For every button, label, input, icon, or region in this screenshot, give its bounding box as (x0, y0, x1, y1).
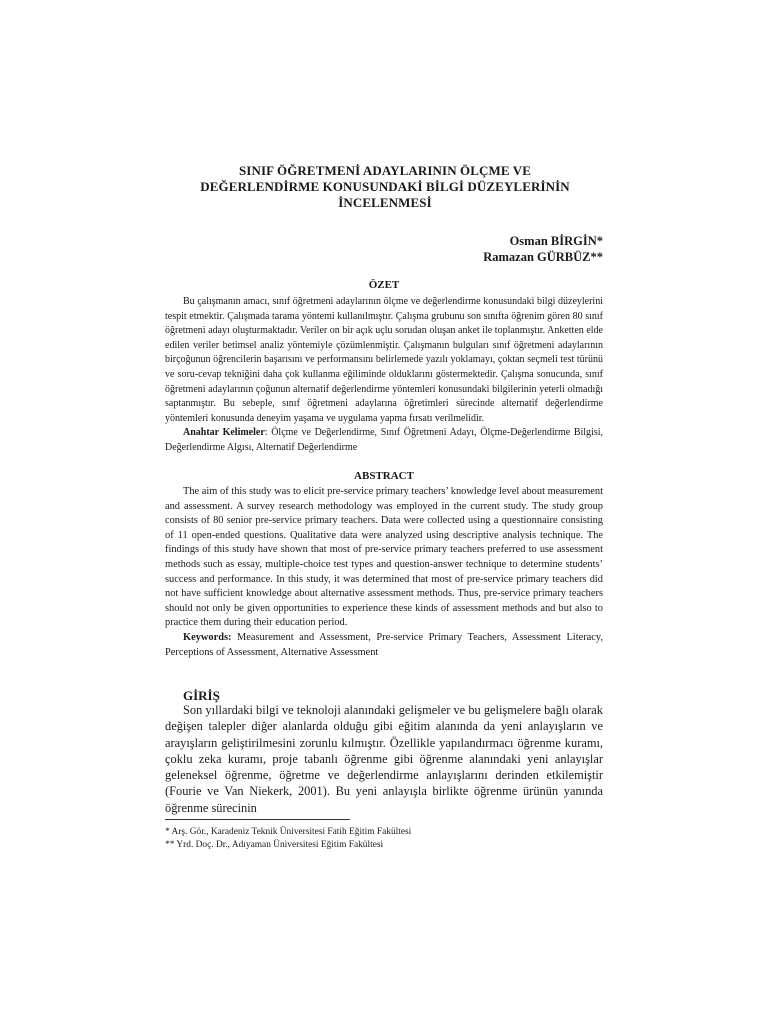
abstract-text: The aim of this study was to elicit pre-service primary teachers’ knowledge level about measurement and assessment. A survey research methodology was employed in the current study. The study group consists of 80 senior pre-service primary teachers. Data were collected using a questionnaire consisting of 11 open-ended questions. Qualitative data were analyzed using descriptive analysis technique. The findings of this study have shown that most of pre-service primary teachers preferred to use assessment methods such as essay, multiple-choice test types and question-answer technique to determine students’ success and performance. In this study, it was determined that most of pre-service primary teachers did not have sufficient knowledge about alternative assessment methods. Thus, pre-service primary teachers should not only be given opportunities to experience these kinds of assessment methods and but also to practice them during their education period. (165, 486, 603, 629)
giris-heading: GİRİŞ (183, 688, 220, 703)
ozet-keywords-list: : Ölçme ve Değerlendirme, Sınıf Öğretmeni Adayı, Ölçme-Değerlendirme Bilgisi, Değerlendirme Algısı, Alternatif Değerlendirme (165, 427, 603, 453)
author-list (483, 233, 603, 265)
footnote-1: * Arş. Gör., Karadeniz Teknik Üniversitesi Fatih Eğitim Fakültesi (165, 827, 412, 837)
giris-paragraph: Son yıllardaki bilgi ve teknoloji alanındaki gelişmeler ve bu gelişmelere bağlı olarak değişen talepler diğer alanlarda olduğu gibi eğitim alanında da yeni anlayışların ve arayışların geliştirilmesini zorunlu kılmıştır. Özellikle yapılandırmacı öğrenme kuramı, çoklu zeka kuramı, proje tabanlı öğrenme gibi öğrenme alanındaki yeni anlayışlar geleneksel öğrenme, öğretme ve değerlendirme anlayışlarını derinden etkilemiştir (Fourie ve Van Niekerk, 2001). Bu yeni anlayışla birlikte öğrenme ürünün yanında öğrenme sürecinin (165, 703, 603, 815)
title-line-1: SINIF ÖĞRETMENİ ADAYLARININ ÖLÇME VE (238, 163, 532, 178)
ozet-keywords-label: Anahtar Kelimeler (183, 427, 265, 439)
ozet-section (165, 295, 603, 456)
ozet-heading: ÖZET (368, 279, 400, 291)
abstract-keywords (165, 631, 603, 660)
footnote-separator (165, 819, 350, 820)
author-2: Ramazan GÜRBÜZ** (483, 250, 603, 264)
ozet-text: Bu çalışmanın amacı, sınıf öğretmeni adaylarının ölçme ve değerlendirme konusundaki bilgi düzeylerini tespit etmektir. Çalışmada tarama yöntemi kullanılmıştır. Çalışma grubunu son sınıfta öğrenim gören 80 sınıf öğretmeni adayı oluşturmaktadır. Veriler on bir açık uçlu sorudan oluşan anket ile toplanmıştır. Anketten elde edilen veriler betimsel analiz yöntemiyle çözümlenmiştir. Çalışmanın bulguları sınıf öğretmeni adaylarının birçoğunun öğrencilerin başarısını ve performansını belirlemede yazılı yoklamayı, çoktan seçmeli test türünü ve soru-cevap tekniğini daha çok kullanma eğiliminde olduklarını göstermektedir. Çalışma sonucunda, sınıf öğretmeni adaylarının çoğunun alternatif değerlendirme yöntemleri konusundaki bilgilerinin yeterli olmadığı saptanmıştır. Bu sebeple, sınıf öğretmeni adaylarına öğretimleri sürecinde alternatif değerlendirme yöntemleri konusunda deneyim yaşama ve uygulama yapma fırsatı verilmelidir. (165, 296, 603, 424)
abstract-heading: ABSTRACT (354, 470, 414, 482)
abstract-keywords-list: Measurement and Assessment, Pre-service Primary Teachers, Assessment Literacy, Perceptions of Assessment, Alternative Assessment (165, 631, 603, 658)
giris-body (165, 702, 603, 816)
paper-title (150, 163, 620, 211)
footnotes (165, 826, 411, 852)
footnote-2: ** Yrd. Doç. Dr., Adıyaman Üniversitesi Eğitim Fakültesi (165, 840, 384, 850)
ozet-keywords (165, 426, 603, 455)
title-line-2: DEĞERLENDİRME KONUSUNDAKİ BİLGİ DÜZEYLERİNİN (200, 179, 570, 194)
author-1: Osman BİRGİN* (509, 234, 603, 248)
abstract-keywords-label: Keywords: (183, 631, 232, 643)
abstract-section (165, 485, 603, 660)
title-line-3: İNCELENMESİ (338, 195, 432, 210)
